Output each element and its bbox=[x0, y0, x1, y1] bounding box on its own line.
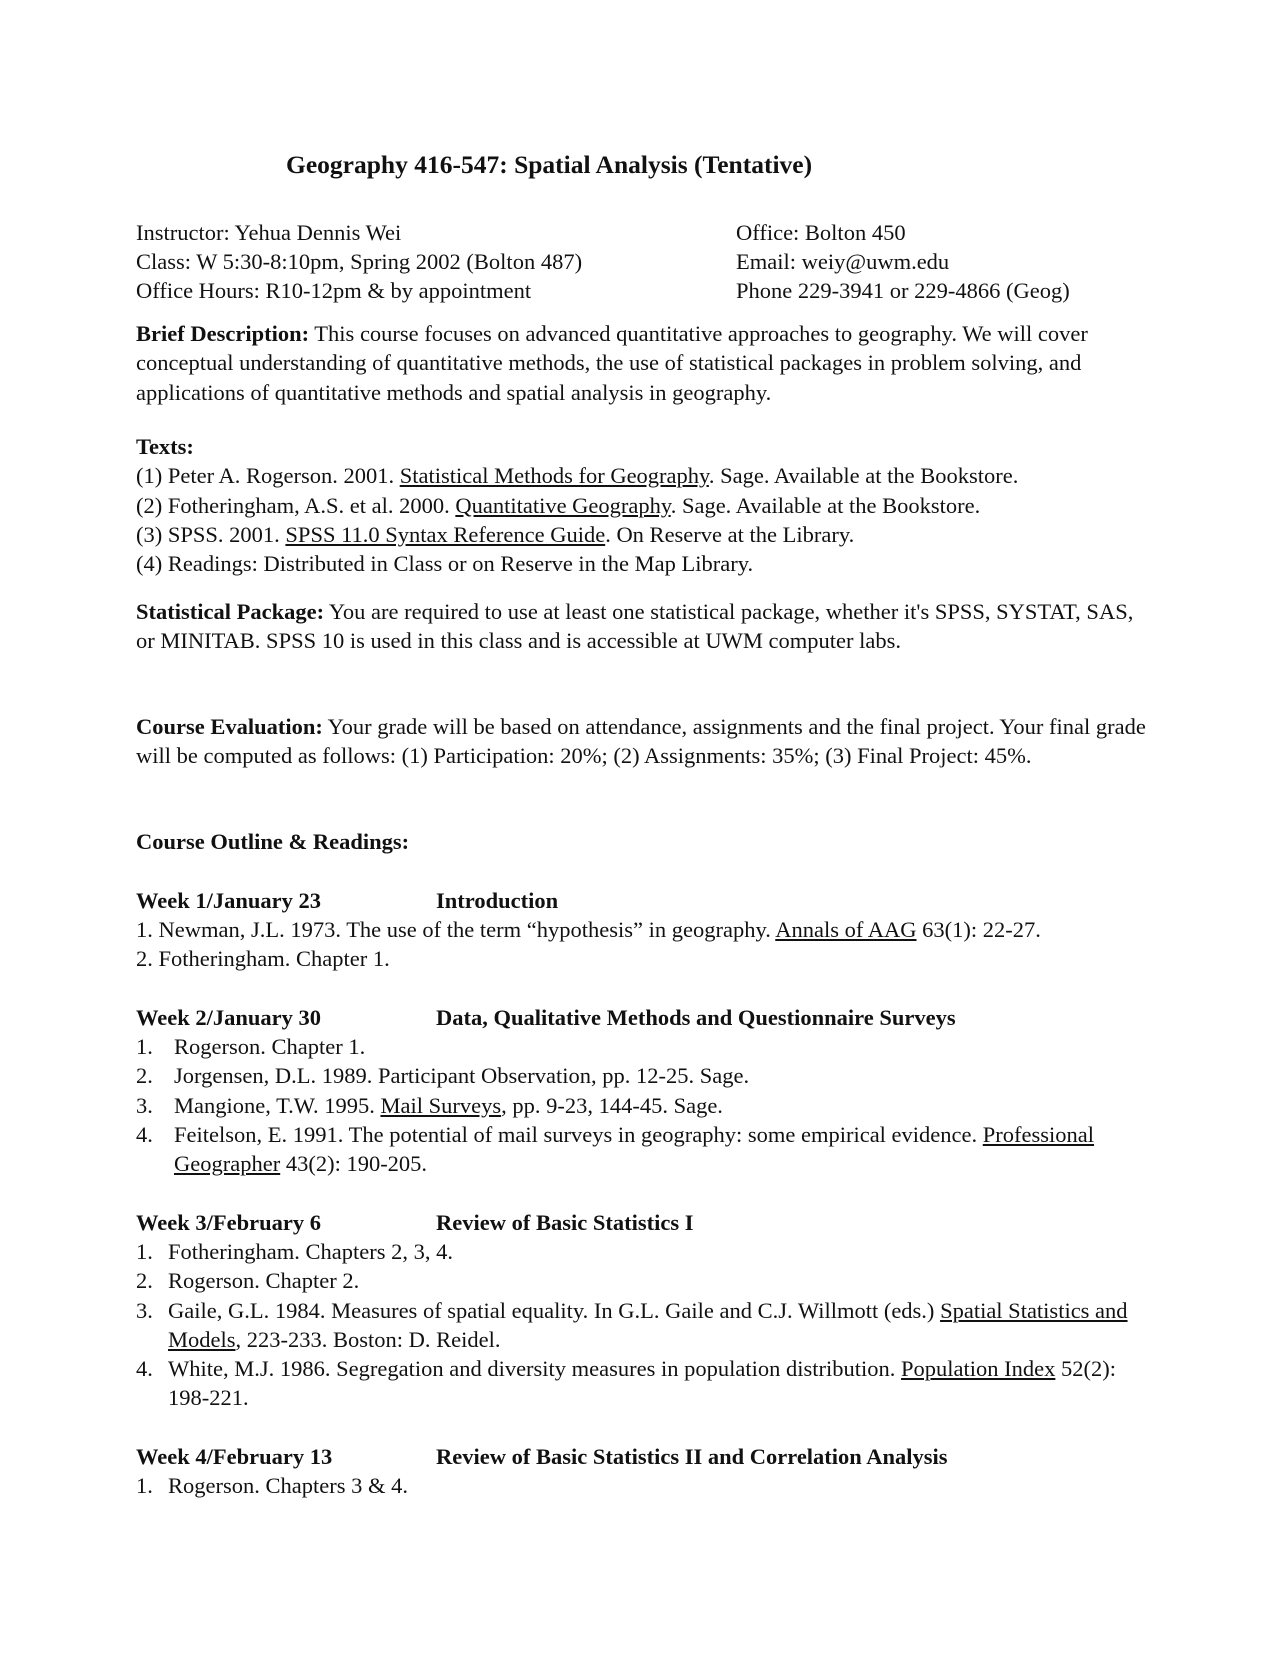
reading-item: 3. Gaile, G.L. 1984. Measures of spatial equality. In G.L. Gaile and C.J. Willmott (eds.) Spatial Statistics and Models, 223-233. Boston: D. Reidel. bbox=[136, 1297, 1128, 1352]
text-item: (2) Fotheringham, A.S. et al. 2000. Quantitative Geography. Sage. Available at the Bookstore. bbox=[136, 492, 981, 518]
course-info-left bbox=[136, 218, 582, 305]
brief-description bbox=[136, 319, 1146, 407]
course-evaluation-label: Course Evaluation: bbox=[136, 714, 323, 739]
email-line: Email: weiy@uwm.edu bbox=[736, 249, 950, 274]
week-heading: Week 2/January 30 Data, Qualitative Methods and Questionnaire Surveys bbox=[136, 1005, 956, 1030]
office-hours-line: Office Hours: R10-12pm & by appointment bbox=[136, 278, 532, 303]
week-3 bbox=[136, 1208, 1146, 1413]
week-heading: Week 4/February 13 Review of Basic Statistics II and Correlation Analysis bbox=[136, 1444, 948, 1469]
text-item: (4) Readings: Distributed in Class or on Reserve in the Map Library. bbox=[136, 551, 754, 577]
week-4 bbox=[136, 1442, 1146, 1500]
reading-item: 3. Mangione, T.W. 1995. Mail Surveys, pp. 9-23, 144-45. Sage. bbox=[136, 1092, 723, 1118]
reading-item: 1. Fotheringham. Chapters 2, 3, 4. bbox=[136, 1239, 453, 1264]
statistical-package-text: You are required to use at least one statistical package, whether it's SPSS, SYSTAT, SAS, or MINITAB. SPSS 10 is used in this class and is accessible at UWM computer labs. bbox=[136, 599, 1134, 654]
texts-label: Texts: bbox=[136, 434, 194, 459]
week-1 bbox=[136, 886, 1146, 974]
course-info-right bbox=[736, 218, 1070, 305]
week-2 bbox=[136, 1003, 1146, 1178]
reading-item: 1. Rogerson. Chapter 1. bbox=[136, 1034, 366, 1059]
course-evaluation-text: Your grade will be based on attendance, assignments and the final project. Your final grade will be computed as follows: (1) Participation: 20%; (2) Assignments: 35%; (3) Final Project: 45%. bbox=[136, 714, 1146, 769]
text-item: (3) SPSS. 2001. SPSS 11.0 Syntax Reference Guide. On Reserve at the Library. bbox=[136, 521, 855, 547]
reading-item: 2. Jorgensen, D.L. 1989. Participant Observation, pp. 12-25. Sage. bbox=[136, 1063, 750, 1089]
week-heading: Week 1/January 23 Introduction bbox=[136, 888, 559, 913]
class-line: Class: W 5:30-8:10pm, Spring 2002 (Bolton 487) bbox=[136, 249, 583, 274]
statistical-package-label: Statistical Package: bbox=[136, 599, 325, 624]
course-outline-heading: Course Outline & Readings: bbox=[136, 829, 410, 854]
reading-item: 2. Fotheringham. Chapter 1. bbox=[136, 946, 390, 972]
reading-item: 4. White, M.J. 1986. Segregation and diversity measures in population distribution. Population Index 52(2): 198-221. bbox=[136, 1356, 1117, 1411]
reading-item: 1. Rogerson. Chapters 3 & 4. bbox=[136, 1473, 408, 1498]
week-heading: Week 3/February 6 Review of Basic Statistics I bbox=[136, 1210, 694, 1235]
brief-description-label: Brief Description: bbox=[136, 321, 310, 346]
phone-line: Phone 229-3941 or 229-4866 (Geog) bbox=[736, 278, 1070, 303]
texts-section bbox=[136, 432, 1146, 578]
reading-item: 2. Rogerson. Chapter 2. bbox=[136, 1268, 360, 1294]
text-item: (1) Peter A. Rogerson. 2001. Statistical Methods for Geography. Sage. Available at the Bookstore. bbox=[136, 463, 1019, 489]
brief-description-text: This course focuses on advanced quantitative approaches to geography. We will cover conceptual understanding of quantitative methods, the use of statistical packages in problem solving, and applications of quantitative methods and spatial analysis in geography. bbox=[136, 321, 1088, 405]
reading-item: 1. Newman, J.L. 1973. The use of the term “hypothesis” in geography. Annals of AAG 63(1): 22-27. bbox=[136, 917, 1041, 942]
reading-item: 4. Feitelson, E. 1991. The potential of mail surveys in geography: some empirical evidence. Professional Geographer 43(2): 190-205. bbox=[136, 1121, 1095, 1177]
instructor-line: Instructor: Yehua Dennis Wei bbox=[136, 220, 402, 245]
statistical-package bbox=[136, 597, 1146, 656]
office-line: Office: Bolton 450 bbox=[736, 220, 906, 245]
page-title: Geography 416-547: Spatial Analysis (Tentative) bbox=[286, 150, 813, 179]
course-evaluation bbox=[136, 712, 1146, 771]
